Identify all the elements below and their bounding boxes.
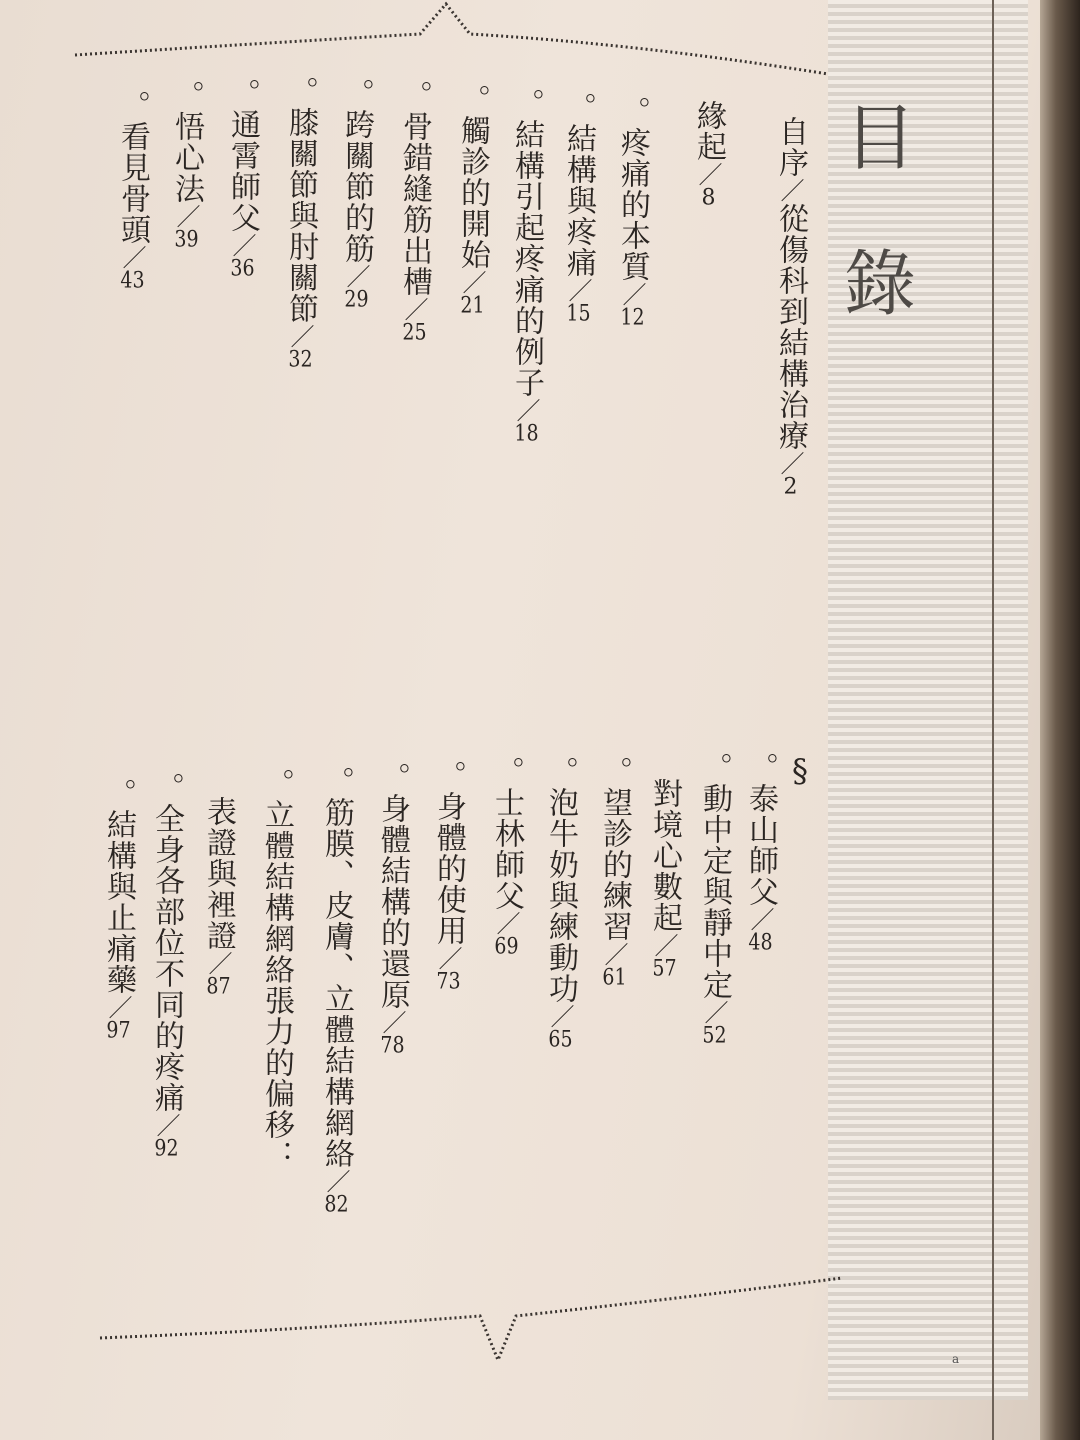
entry-bullet: 。	[489, 756, 524, 787]
toc-entry-cross-joint-tendons[interactable]	[336, 78, 376, 311]
entry-title: 泡牛奶與練動功	[543, 787, 578, 1004]
entry-page-number: 69	[494, 936, 519, 958]
entry-page-number: 78	[380, 1035, 405, 1057]
entry-page-number: 25	[402, 322, 427, 344]
entry-page-number: 36	[230, 258, 255, 280]
section-mark: §	[792, 752, 808, 790]
entry-title: 表證與裡證	[201, 796, 236, 951]
toc-entry-stillness-in-motion[interactable]	[694, 752, 734, 1047]
entry-bullet: 。	[509, 88, 544, 119]
entry-title: 自序	[773, 116, 808, 178]
entry-title: 膝關節與肘關節	[283, 107, 318, 324]
entry-separator: ／	[378, 1010, 406, 1035]
entry-page-number: 32	[288, 349, 313, 371]
toc-entry-structure-and-pain[interactable]	[558, 92, 598, 325]
entry-bullet: 。	[169, 80, 204, 111]
entry-bullet: 。	[743, 752, 778, 783]
heading-char-lu: 錄	[843, 242, 916, 326]
entry-title: 對境心數起	[647, 778, 682, 933]
entry-title: 骨錯縫筋出槽	[397, 111, 432, 297]
entry-page-number: 65	[548, 1029, 573, 1051]
toc-entry-milk-and-exercise[interactable]	[540, 756, 580, 1051]
toc-entry-master-tongxiao[interactable]	[222, 78, 262, 280]
toc-entry-structure-painkillers[interactable]	[98, 778, 138, 1042]
page-edge	[1040, 0, 1080, 1440]
entry-title: 通霄師父	[225, 109, 260, 233]
entry-bullet: 。	[339, 78, 374, 109]
entry-separator: ／	[172, 204, 200, 229]
entry-bullet: 。	[561, 92, 596, 123]
entry-bullet: 。	[283, 76, 318, 107]
entry-page-number: 73	[436, 971, 461, 993]
toc-entry-knee-and-elbow[interactable]	[280, 76, 320, 371]
entry-separator: ／	[434, 946, 462, 971]
entry-separator: ／	[600, 942, 628, 967]
toc-entry-master-taishan[interactable]	[740, 752, 780, 954]
toc-entry-fascia-network[interactable]	[316, 766, 356, 1216]
entry-bullet: 。	[259, 768, 294, 799]
entry-bullet: 。	[149, 772, 184, 803]
entry-separator: ／	[204, 951, 232, 976]
toc-entry-mind-arises[interactable]	[644, 778, 684, 980]
toc-entry-mind-method[interactable]	[166, 80, 206, 251]
toc-entry-palpation[interactable]	[452, 84, 492, 317]
entry-separator: ／	[694, 162, 722, 187]
entry-title: 結構引起疼痛的例子	[509, 119, 544, 398]
entry-title: 身體結構的還原	[375, 793, 410, 1010]
entry-separator: ／	[322, 1169, 350, 1194]
entry-title: 觸診的開始	[455, 115, 490, 270]
entry-page-number: 87	[206, 976, 231, 998]
entry-bullet: 。	[319, 766, 354, 797]
entry-title: 士林師父	[489, 787, 524, 911]
toc-entry-body-restoration[interactable]	[372, 762, 412, 1057]
entry-title: 望診的練習	[597, 787, 632, 942]
entry-title: 悟心法	[169, 111, 204, 204]
entry-page-number: 48	[748, 932, 773, 954]
entry-separator: ／	[512, 398, 540, 423]
entry-separator: ／	[746, 907, 774, 932]
entry-page-number: 12	[620, 307, 645, 329]
bottom-border-ornament	[100, 1278, 842, 1360]
entry-title: 結構與疼痛	[561, 123, 596, 278]
entry-title: 跨關節的筋	[339, 109, 374, 264]
entry-page-number: 15	[566, 303, 591, 325]
toc-entry-observation-practice[interactable]	[594, 756, 634, 989]
entry-bullet: 。	[225, 78, 260, 109]
toc-entry-body-part-pain[interactable]	[146, 772, 186, 1160]
entry-title: 身體的使用	[431, 791, 466, 946]
entry-subtitle: 從傷科到結構治療	[773, 203, 808, 451]
entry-separator: ／	[400, 297, 428, 322]
entry-separator: ／	[342, 264, 370, 289]
page-folio: a	[952, 1352, 960, 1366]
entry-separator: ／	[228, 233, 256, 258]
entry-title: 緣起	[691, 100, 726, 162]
entry-title: 看見骨頭	[115, 121, 150, 245]
entry-page-number: 18	[514, 423, 539, 445]
entry-separator: ／	[564, 278, 592, 303]
entry-separator: ／	[776, 451, 804, 476]
entry-separator: ／	[700, 1000, 728, 1025]
entry-separator: ／	[152, 1113, 180, 1138]
entry-page-number: 39	[174, 229, 199, 251]
entry-title: 動中定與靜中定	[697, 783, 732, 1000]
entry-bullet: 。	[597, 756, 632, 787]
toc-entry-nature-of-pain[interactable]	[612, 96, 652, 329]
entry-page-number: 43	[120, 270, 145, 292]
toc-entry-exterior-interior[interactable]	[198, 796, 238, 998]
entry-separator: ／	[650, 933, 678, 958]
heading-char-mu: 目	[843, 96, 916, 180]
entry-separator: ／	[104, 995, 132, 1020]
entry-title: 筋膜、皮膚、立體結構網絡	[319, 797, 354, 1169]
entry-page-number: 21	[460, 295, 485, 317]
entry-bullet: 。	[397, 80, 432, 111]
entry-page-number: 61	[602, 967, 627, 989]
entry-page-number: 82	[324, 1194, 349, 1216]
entry-page-number: 97	[106, 1020, 131, 1042]
entry-page-number: 29	[344, 289, 369, 311]
entry-title: 立體結構網絡張力的偏移：	[259, 799, 294, 1171]
entry-bullet: 。	[615, 96, 650, 127]
entry-page-number: 92	[154, 1138, 179, 1160]
entry-bullet: 。	[431, 760, 466, 791]
entry-bullet: 。	[115, 90, 150, 121]
entry-page-number: 8	[701, 187, 716, 209]
entry-bullet: 。	[455, 84, 490, 115]
entry-page-number: 2	[783, 476, 798, 498]
toc-entry-bone-misalignment[interactable]	[394, 80, 434, 344]
entry-title: 結構與止痛藥	[101, 809, 136, 995]
entry-separator: ／	[546, 1004, 574, 1029]
toc-entry-master-shilin[interactable]	[486, 756, 526, 958]
entry-bullet: 。	[101, 778, 136, 809]
entry-separator: ／	[492, 911, 520, 936]
toc-entry-preface[interactable]	[770, 116, 810, 498]
entry-separator: ／	[118, 245, 146, 270]
entry-separator: ／	[286, 324, 314, 349]
entry-separator: ／	[458, 270, 486, 295]
entry-separator: ／	[776, 178, 804, 203]
entry-separator: ／	[618, 282, 646, 307]
entry-page-number: 52	[702, 1025, 727, 1047]
entry-bullet: 。	[543, 756, 578, 787]
entry-bullet: 。	[697, 752, 732, 783]
toc-entry-structure-pain-examples[interactable]	[506, 88, 546, 445]
entry-title: 泰山師父	[743, 783, 778, 907]
entry-title: 全身各部位不同的疼痛	[149, 803, 184, 1113]
toc-entry-origin[interactable]	[688, 100, 728, 209]
toc-entry-body-use[interactable]	[428, 760, 468, 993]
toc-entry-seeing-bones[interactable]	[112, 90, 152, 292]
entry-bullet: 。	[375, 762, 410, 793]
top-border-ornament	[75, 4, 828, 74]
entry-page-number: 57	[652, 958, 677, 980]
entry-title: 疼痛的本質	[615, 127, 650, 282]
toc-entry-network-tension-shift[interactable]	[256, 768, 296, 1171]
